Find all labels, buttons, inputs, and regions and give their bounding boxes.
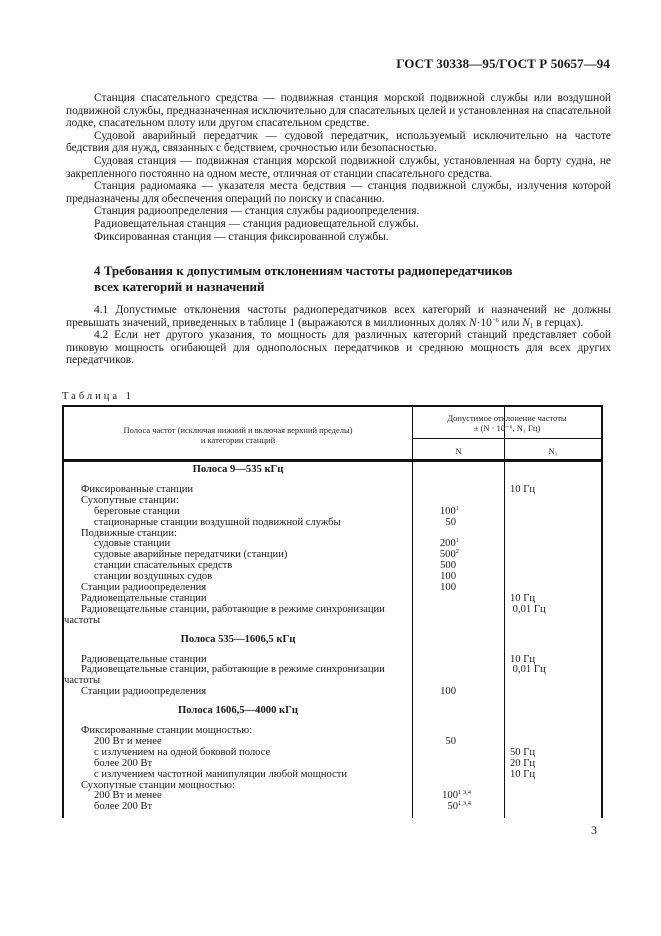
row-label: стационарные станции воздушной подвижной службы — [94, 516, 341, 528]
cell-n: 50 — [445, 736, 456, 748]
definition-paragraph: Судовая станция — подвижная станция морской подвижной службы, установленная на борту судна, не закрепленного постоянно на одном месте, отличная от станции спасательного средства. — [66, 154, 611, 180]
table-band-row — [64, 465, 601, 482]
row-label: Подвижные станции: — [81, 527, 177, 539]
column-header-band: Полоса частот (исключая нижний и включая верхний пределы) и категории станций — [123, 425, 353, 445]
cell-n: 500 — [440, 560, 456, 572]
definition-paragraph: Станция спасательного средства — подвижная станция морской подвижной службы или воздушной подвижной службы, предназначенная исключительно для спасательных целей и установленная на спасательной лодке, спасательном плоту или другом спасательном средстве. — [66, 92, 611, 130]
column-header-n: N — [455, 446, 462, 456]
row-label: Радиовещательные станции — [81, 653, 207, 665]
cell-n: $500^2$ — [439, 548, 459, 561]
table-band-row — [64, 706, 601, 723]
cell-n1: 10 Гц — [510, 768, 536, 780]
row-label: Радиовещательные станции — [81, 592, 207, 604]
row-label: Фиксированные станции — [81, 484, 194, 495]
row-label: с излучением на одной боковой полосе — [94, 746, 271, 758]
table-row — [64, 616, 601, 627]
cell-n: 100 — [440, 582, 456, 594]
cell-n: 100 — [440, 571, 456, 583]
table-caption: Таблица 1 — [62, 391, 134, 402]
table-row — [64, 665, 601, 676]
cell-n1: 0,01 Гц — [510, 664, 546, 676]
definition-paragraph: Станция радиомаяка — указателя места бедствия — станция подвижной службы, излучения которой предназначены для обеспечения операций по поиску и спасанию. — [66, 180, 611, 205]
section-heading-line: всех категорий и назначений — [94, 278, 265, 294]
section-body — [66, 304, 611, 367]
header-subdivider — [413, 438, 601, 439]
cell-n1: 50 Гц — [510, 746, 536, 758]
row-label: Радиовещательные станции, работающие в режиме синхронизации — [81, 603, 385, 615]
row-label: судовые аварийные передатчики (станции) — [94, 549, 288, 561]
row-label: Радиовещательные станции, работающие в режиме синхронизации — [81, 664, 385, 676]
footnote-ref: 2 — [455, 548, 459, 556]
column-header-n1: N₁ — [548, 446, 558, 456]
definition-paragraph: Радиовещательная станция — станция радиовещательной службы. — [94, 217, 419, 230]
cell-n1: 10 Гц — [510, 484, 536, 495]
band-label: Полоса 535—1606,5 кГц — [180, 633, 296, 645]
cell-n1: 20 Гц — [510, 757, 536, 769]
footnote-ref: 1 — [455, 504, 459, 512]
cell-n1: 10 Гц — [510, 592, 536, 604]
page-number: 3 — [591, 823, 597, 837]
footnote-ref: 1 3,4 — [458, 789, 471, 797]
section-heading — [94, 263, 513, 294]
row-label: станции воздушных судов — [94, 571, 213, 583]
definition-paragraph: Станция радиоопределения — станция службы радиоопределения. — [94, 205, 420, 218]
cell-n: $100^1$ — [439, 504, 459, 517]
row-label: частоты — [64, 675, 101, 687]
cell-n: 50$^{1,3,4}$ — [447, 800, 471, 813]
row-label: Фиксированные станции мощностью: — [81, 725, 253, 737]
frequency-tolerance-table — [62, 405, 603, 818]
table-row — [64, 605, 601, 616]
band-label: Полоса 9—535 кГц — [192, 464, 284, 475]
paragraph-4-2: 4.2 Если нет другого указания, то мощность для различных категорий станций представляет собой пиковую мощность огибающей для однополосных передатчиков и среднюю мощность для всех других передатчиков. — [66, 329, 611, 367]
table-row — [64, 518, 601, 529]
table-row — [64, 802, 601, 813]
row-spacer — [64, 627, 601, 635]
row-label: Станции радиоопределения — [81, 686, 207, 698]
row-label: судовые станции — [94, 538, 171, 550]
cell-n1: 0,01 Гц — [510, 603, 546, 615]
cell-n: $100^{1 3,4}$ — [442, 789, 471, 802]
row-label: частоты — [64, 614, 101, 626]
paragraph-4-1: 4.1 Допустимые отклонения частоты радиопередатчиков всех категорий и назначений не должны превышать значений, приведенных в таблице 1 (выражаются в миллионных долях $N\cdot 10^{-6}$ или $N_1$ в герцах). — [66, 304, 611, 330]
row-label: Сухопутные станции мощностью: — [81, 779, 235, 791]
footnote-ref: 1,3,4 — [458, 800, 471, 808]
column-header-tolerance: Допустимое отклонение частоты ± (N · 10⁻⁶, N₁ Гц) — [447, 413, 567, 433]
definition-paragraph: Судовой аварийный передатчик — судовой передатчик, используемый исключительно на частоте бедствия для нужд, связанных с бедствием, срочностью или безопасностью. — [66, 129, 611, 155]
table-row — [64, 687, 601, 698]
cell-n: $200^1$ — [439, 537, 459, 550]
cell-n: 50 — [445, 516, 456, 528]
row-label: Станции радиоопределения — [81, 582, 207, 594]
document-header: ГОСТ 30338—95/ГОСТ Р 50657—94 — [396, 56, 610, 71]
row-label: более 200 Вт — [94, 757, 153, 769]
band-label: Полоса 1606,5—4000 кГц — [178, 705, 298, 717]
row-label: станции спасательных средств — [94, 560, 233, 572]
header-bottom-rule — [64, 459, 601, 462]
definitions-block — [66, 92, 611, 243]
section-heading-line: 4 Требования к допустимым отклонениям частоты радиопередатчиков — [94, 263, 513, 278]
row-spacer — [64, 698, 601, 706]
row-label: с излучением частотной манипуляции любой мощности — [94, 768, 348, 780]
definition-paragraph: Фиксированная станция — станция фиксированной службы. — [94, 230, 389, 243]
footnote-ref: 1 — [455, 537, 459, 545]
row-label: береговые станции — [94, 505, 180, 517]
row-label: 200 Вт и менее — [94, 790, 162, 802]
row-label: более 200 Вт — [94, 801, 153, 813]
cell-n: 100 — [440, 686, 456, 698]
table-band-row — [64, 635, 601, 652]
row-label: 200 Вт и менее — [94, 736, 162, 748]
table-body — [64, 465, 601, 813]
cell-n1: 10 Гц — [510, 653, 536, 665]
table-row — [64, 770, 601, 781]
row-label: Сухопутные станции: — [81, 494, 179, 506]
